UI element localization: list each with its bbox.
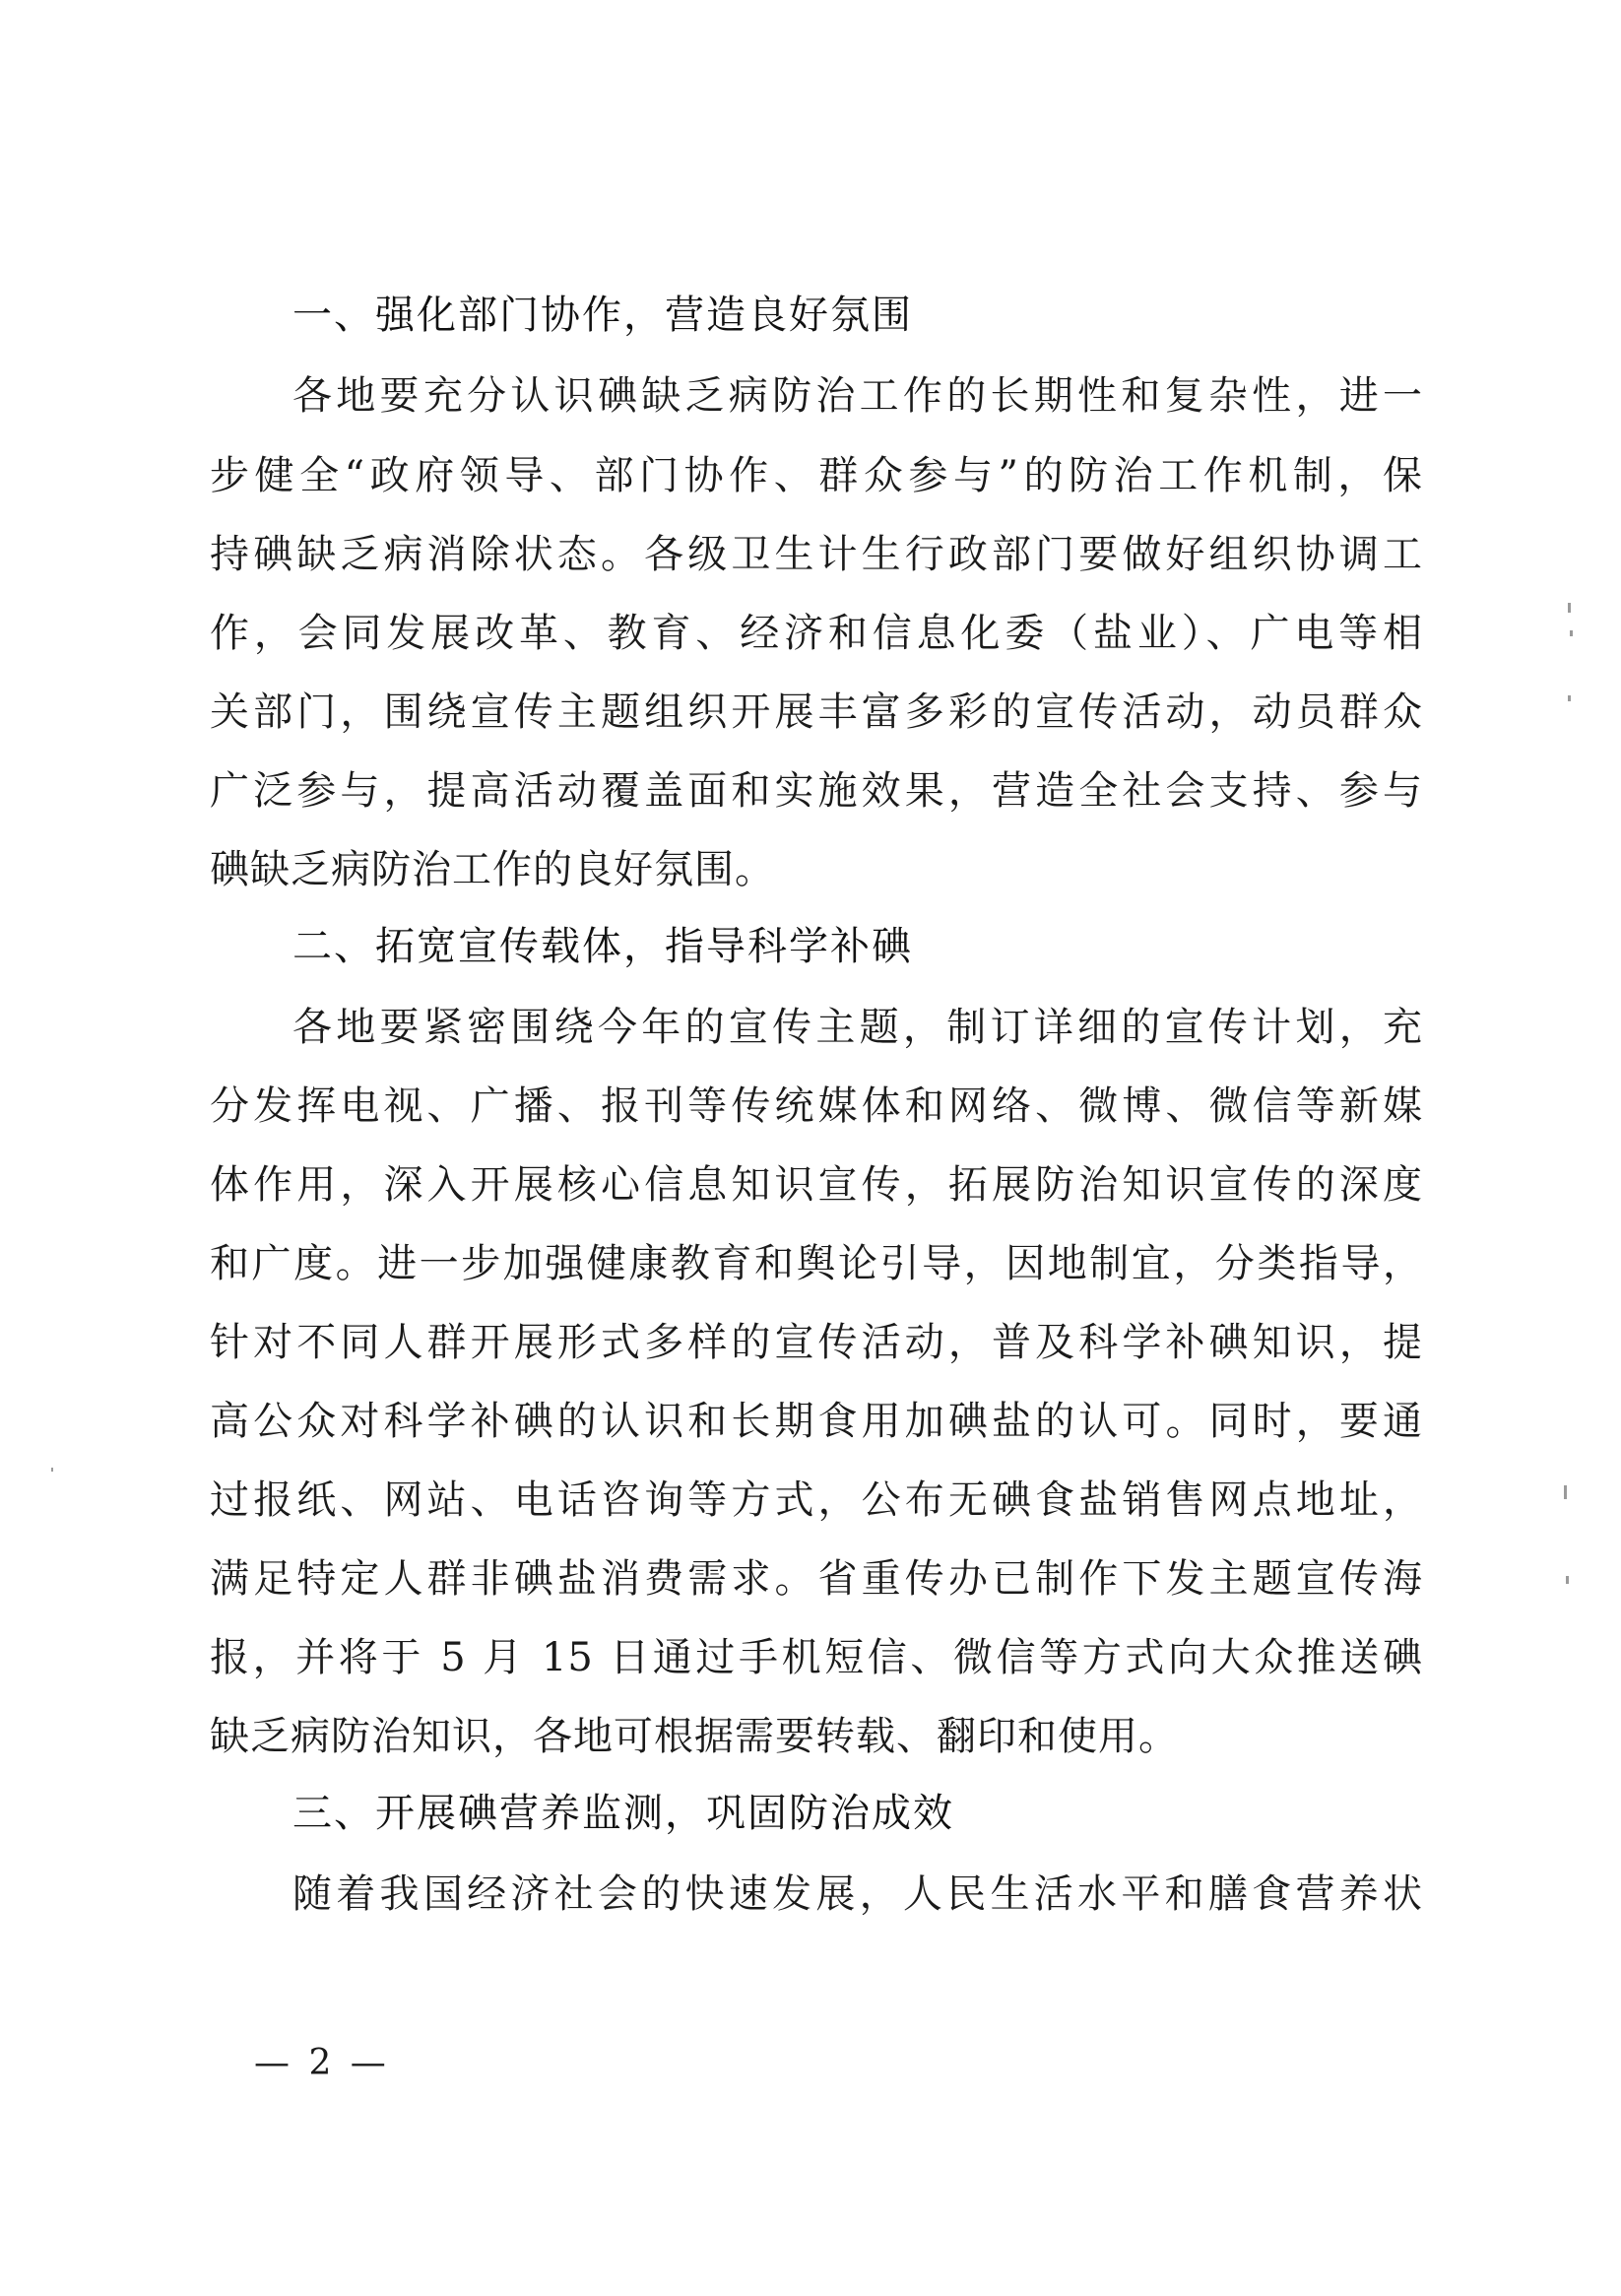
paragraph-line: 持碘缺乏病消除状态。各级卫生计生行政部门要做好组织协调工 bbox=[210, 532, 1423, 577]
paragraph-line: 分发挥电视、广播、报刊等传统媒体和网络、微博、微信等新媒 bbox=[210, 1083, 1423, 1129]
paragraph-line: 和广度。进一步加强健康教育和舆论引导，因地制宜，分类指导， bbox=[210, 1241, 1423, 1286]
paragraph-line: 体作用，深入开展核心信息知识宣传，拓展防治知识宣传的深度 bbox=[210, 1162, 1423, 1208]
scan-speck bbox=[1566, 1576, 1569, 1584]
paragraph-line: 缺乏病防治知识，各地可根据需要转载、翻印和使用。 bbox=[210, 1714, 1179, 1759]
scan-speck bbox=[1568, 695, 1571, 701]
scan-speck bbox=[1568, 603, 1571, 613]
page-number: — 2 — bbox=[254, 2043, 390, 2083]
section-heading-1: 一、强化部门协作，营造良好氛围 bbox=[292, 293, 913, 338]
paragraph-line: 针对不同人群开展形式多样的宣传活动，普及科学补碘知识，提 bbox=[210, 1320, 1423, 1365]
paragraph-line: 过报纸、网站、电话咨询等方式，公布无碘食盐销售网点地址， bbox=[210, 1477, 1423, 1523]
scan-speck bbox=[51, 1468, 53, 1472]
paragraph-line: 关部门，围绕宣传主题组织开展丰富多彩的宣传活动，动员群众 bbox=[210, 689, 1423, 735]
section-heading-2: 二、拓宽宣传载体，指导科学补碘 bbox=[292, 924, 913, 969]
paragraph-line: 碘缺乏病防治工作的良好氛围。 bbox=[210, 847, 775, 892]
paragraph-line: 各地要充分认识碘缺乏病防治工作的长期性和复杂性，进一 bbox=[292, 373, 1423, 419]
paragraph-line: 广泛参与，提高活动覆盖面和实施效果，营造全社会支持、参与 bbox=[210, 768, 1423, 814]
paragraph-line: 作，会同发展改革、教育、经济和信息化委（盐业）、广电等相 bbox=[210, 611, 1423, 656]
section-heading-3: 三、开展碘营养监测，巩固防治成效 bbox=[292, 1791, 954, 1836]
scan-speck bbox=[1564, 1485, 1567, 1499]
paragraph-line: 各地要紧密围绕今年的宣传主题，制订详细的宣传计划，充 bbox=[292, 1005, 1423, 1050]
paragraph-line: 高公众对科学补碘的认识和长期食用加碘盐的认可。同时，要通 bbox=[210, 1399, 1423, 1444]
paragraph-line: 随着我国经济社会的快速发展，人民生活水平和膳食营养状 bbox=[292, 1871, 1423, 1917]
paragraph-line: 报，并将于 5 月 15 日通过手机短信、微信等方式向大众推送碘 bbox=[210, 1635, 1423, 1680]
paragraph-line: 步健全“政府领导、部门协作、群众参与”的防治工作机制，保 bbox=[210, 453, 1423, 498]
paragraph-line: 满足特定人群非碘盐消费需求。省重传办已制作下发主题宣传海 bbox=[210, 1556, 1423, 1602]
scan-speck bbox=[1570, 630, 1573, 636]
